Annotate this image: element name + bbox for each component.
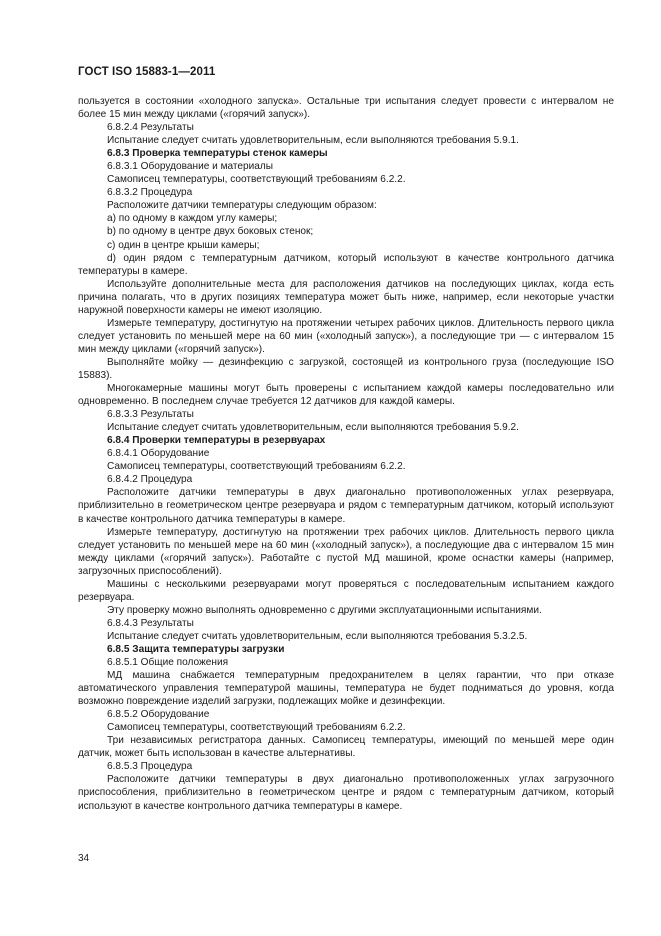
section-heading: 6.8.5 Защита температуры загрузки: [107, 643, 285, 655]
page-number: 34: [78, 853, 90, 864]
section-heading: 6.8.5.3 Процедура: [107, 761, 193, 773]
paragraph: d) один рядом с температурным датчиком, который используют в качестве контрольного датчика температуры в камере.: [78, 252, 614, 277]
paragraph: Используйте дополнительные места для расположения датчиков на последующих циклах, когда есть причина полагать, что в других позициях температура может быть ниже, например, если некоторые участки наружной поверхности камеры не имеют изоляцию.: [78, 278, 614, 316]
paragraph: Самописец температуры, соответствующий требованиям 6.2.2.: [107, 174, 406, 186]
section-heading: 6.8.3.1 Оборудование и материалы: [107, 161, 274, 173]
paragraph: МД машина снабжается температурным предохранителем в целях гарантии, что при отказе автоматического управления температурой машины, температура не будет подниматься до уровня, когда возможно повреждение изделий загрузки, подлежащих мойке и дезинфекции.: [78, 670, 614, 708]
paragraph: Самописец температуры, соответствующий требованиям 6.2.2.: [107, 722, 406, 734]
paragraph: Расположите датчики температуры следующим образом:: [107, 200, 377, 212]
section-heading: 6.8.4.2 Процедура: [107, 474, 193, 486]
paragraph: Измерьте температуру, достигнутую на протяжении трех рабочих циклов. Длительность первого цикла следует установить по меньшей мере на 60 мин («холодный запуск»), а последующие два с интервалом 15 мин между циклами («горячий запуск»). Работайте с пустой МД машиной, кроме оснастки камеры (например, загрузочных приспособлений).: [78, 526, 614, 577]
section-heading: 6.8.5.2 Оборудование: [107, 709, 210, 721]
paragraph: Испытание следует считать удовлетворительным, если выполняются требования 5.9.1.: [107, 135, 519, 147]
section-heading: 6.8.3 Проверка температуры стенок камеры: [107, 148, 328, 160]
paragraph: Эту проверку можно выполнять одновременно с другими эксплуатационными испытаниями.: [107, 604, 542, 616]
section-heading: 6.8.3.2 Процедура: [107, 187, 193, 199]
section-heading: 6.8.4 Проверки температуры в резервуарах: [107, 435, 326, 447]
page-body: [78, 95, 614, 813]
paragraph: пользуется в состоянии «холодного запуска». Остальные три испытания следует провести с интервалом не более 15 мин между циклами («горячий запуск»).: [78, 96, 614, 121]
paragraph: Расположите датчики температуры в двух диагонально противоположенных углах резервуара, приблизительно в геометрическом центре резервуара и рядом с температурным датчиком, который используют в качестве контрольного датчика температуры в камере.: [78, 487, 614, 525]
paragraph: Измерьте температуру, достигнутую на протяжении четырех рабочих циклов. Длительность первого цикла следует установить по меньшей мере на 60 мин («холодный запуск»), а последующие три — с интервалом 15 мин между циклами («горячий запуск»).: [78, 317, 614, 355]
paragraph: a) по одному в каждом углу камеры;: [107, 213, 278, 225]
paragraph: Машины с несколькими резервуарами могут проверяться с последовательным испытанием каждого резервуара.: [78, 578, 614, 603]
paragraph: Испытание следует считать удовлетворительным, если выполняются требования 5.3.2.5.: [107, 630, 528, 642]
paragraph: Три независимых регистратора данных. Самописец температуры, имеющий по меньшей мере один датчик, может быть использован в качестве альтернативы.: [78, 735, 614, 760]
section-heading: 6.8.4.1 Оборудование: [107, 448, 210, 460]
section-heading: 6.8.2.4 Результаты: [107, 122, 194, 134]
section-heading: 6.8.3.3 Результаты: [107, 409, 194, 421]
section-heading: 6.8.4.3 Результаты: [107, 617, 194, 629]
paragraph: Самописец температуры, соответствующий требованиям 6.2.2.: [107, 461, 406, 473]
paragraph: Расположите датчики температуры в двух диагонально противоположенных углах загрузочного приспособления, приблизительно в геометрическом центре и рядом с температурным датчиком, который используют в качестве контрольного датчика температуры в камере.: [78, 774, 614, 812]
paragraph: c) один в центре крыши камеры;: [107, 239, 260, 251]
section-heading: 6.8.5.1 Общие положения: [107, 657, 229, 669]
paragraph: b) по одному в центре двух боковых стенок;: [107, 226, 314, 238]
paragraph: Выполняйте мойку — дезинфекцию с загрузкой, состоящей из контрольного груза (последующие ISO 15883).: [78, 356, 614, 381]
document-header: ГОСТ ISO 15883-1—2011: [78, 66, 216, 78]
paragraph: Многокамерные машины могут быть проверены с испытанием каждой камеры последовательно или одновременно. В последнем случае требуется 12 датчиков для каждой камеры.: [78, 383, 614, 408]
paragraph: Испытание следует считать удовлетворительным, если выполняются требования 5.9.2.: [107, 422, 519, 434]
